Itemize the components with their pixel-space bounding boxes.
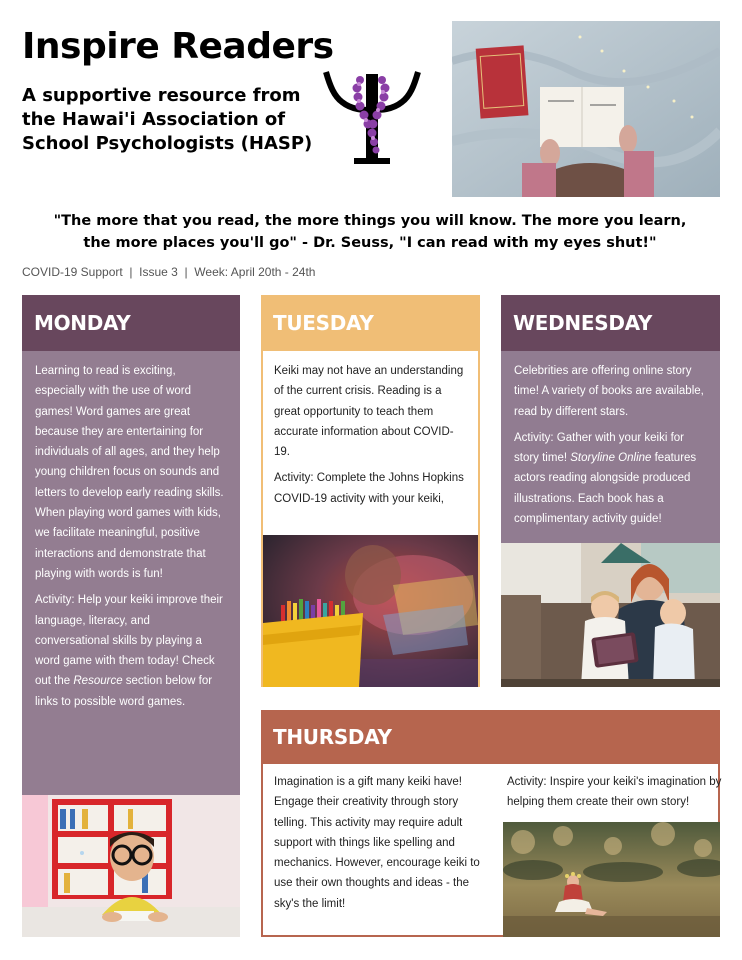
hero-photo-reading-book (452, 21, 720, 197)
monday-intro: Learning to read is exciting, especially with the use of word games! Word games are great because they are entertaining for individuals of all ages, and they help young children focus on sounds and letters to develop early reading skills. When playing word games with kids, we facilitate meaningful, positive interactions and demonstrate that playing with words is fun! (35, 365, 224, 580)
wednesday-intro: Celebrities are offering online story time! A variety of books are available, read by different stars. (514, 365, 704, 418)
issue-info: COVID-19 Support | Issue 3 | Week: April 20th - 24th (22, 265, 316, 279)
page-subtitle: A supportive resource from the Hawai'i Association of School Psychologists (HASP) (22, 85, 313, 154)
tuesday-heading: TUESDAY (261, 295, 480, 351)
psi-lei-logo (320, 70, 424, 166)
monday-activity: Activity: Help your keiki improve their language, literacy, and conversational skills by playing a word game with them today! Check out the Resource section below for links to possible word games. (35, 594, 223, 708)
crayons-photo (263, 535, 478, 687)
thursday-intro: Imagination is a gift many keiki have! Engage their creativity through story telling. This activity may require adult support with things like spelling and mechanics. However, encourage keiki to use their own thoughts and ideas - the sky's the limit! (274, 776, 480, 910)
girl-in-field-photo (503, 822, 720, 937)
seuss-quote: "The more that you read, the more things you will know. The more you learn, the more places you'll go" - Dr. Seuss, "I can read with my eyes shut!" (53, 213, 687, 251)
wednesday-activity: Activity: Gather with your keiki for story time! Storyline Online features actors reading alongside produced illustrations. Each book has a complimentary activity guide! (514, 431, 697, 526)
mother-children-tablet-photo (501, 543, 720, 687)
thursday-heading: THURSDAY (261, 710, 720, 764)
page-title: Inspire Readers (22, 26, 334, 67)
monday-heading: MONDAY (22, 295, 240, 351)
tuesday-intro: Keiki may not have an understanding of the current crisis. Reading is a great opportunity to teach them accurate information about COVID-19. (274, 365, 464, 459)
thursday-activity: Activity: Inspire your keiki's imagination by helping them create their own story! (507, 776, 722, 809)
monday-card (22, 295, 240, 937)
tuesday-card (261, 295, 480, 687)
boy-with-glasses-photo (22, 795, 240, 937)
thursday-card (261, 710, 720, 937)
wednesday-heading: WEDNESDAY (501, 295, 720, 351)
tuesday-activity: Activity: Complete the Johns Hopkins COVID-19 activity with your keiki, (274, 472, 464, 505)
wednesday-card (501, 295, 720, 687)
